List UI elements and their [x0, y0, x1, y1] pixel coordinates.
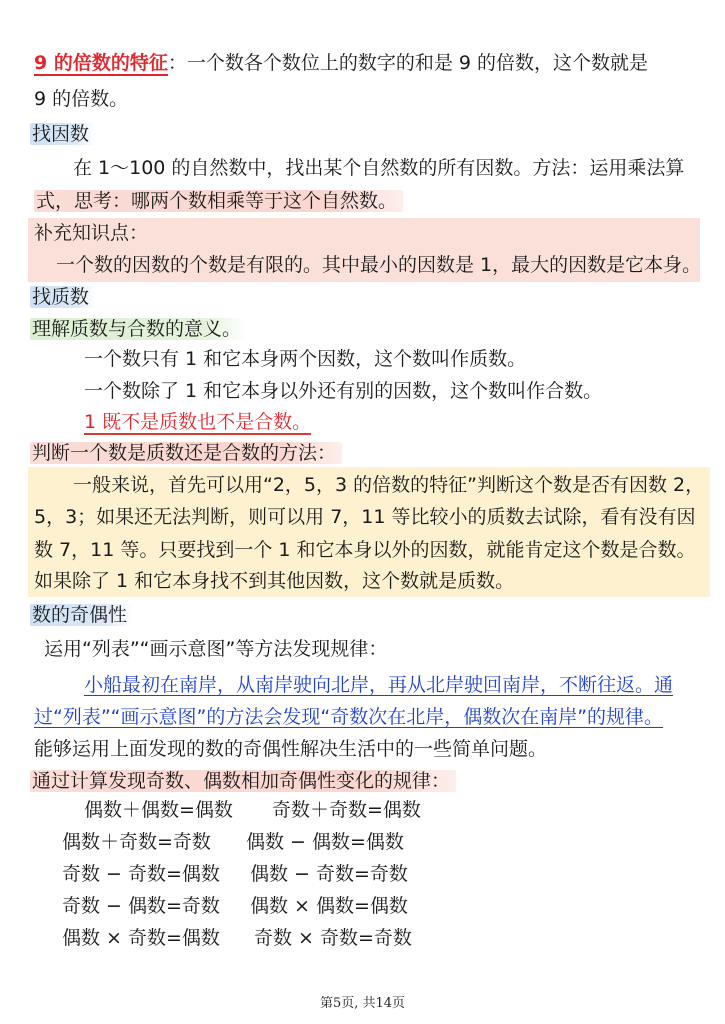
eq-even-times-odd: 偶数 × 奇数=偶数 [62, 927, 220, 949]
supplement-text: 一个数的因数的个数是有限的。其中最小的因数是 1，最大的因数是它本身。 [56, 254, 702, 276]
multiple-of-9-title: 9 的倍数的特征 [34, 52, 168, 74]
factor-paragraph-2: 式，思考：哪两个数相乘等于这个自然数。 [34, 186, 403, 216]
heading-supplement: 补充知识点： [34, 222, 149, 244]
one-neither-line: 1 既不是质数也不是合数。 [84, 411, 312, 433]
multiple-of-9-line-2: 9 的倍数。 [34, 88, 129, 110]
method-line-2: 5，3；如果还无法判断，则可以用 7，11 等比较小的质数去试除，看有没有因 [34, 506, 696, 528]
method-line-4: 如果除了 1 和它本身找不到其他因数，这个数就是质数。 [34, 570, 515, 592]
eq-even-minus-odd: 偶数 − 奇数=奇数 [250, 863, 408, 885]
eq-odd-minus-odd: 奇数 − 奇数=偶数 [62, 863, 220, 885]
factor-paragraph-1: 在 1～100 的自然数中，找出某个自然数的所有因数。方法：运用乘法算 [73, 157, 685, 179]
eq-odd-minus-even: 奇数 − 偶数=奇数 [62, 895, 220, 917]
parity-intro: 运用“列表”“画示意图”等方法发现规律： [44, 638, 388, 660]
eq-even-plus-even: 偶数＋偶数=偶数 [84, 799, 233, 821]
prime-definition: 一个数只有 1 和它本身两个因数，这个数叫作质数。 [84, 348, 527, 370]
multiple-of-9-text: ：一个数各个数位上的数字的和是 9 的倍数，这个数就是 [167, 52, 649, 74]
eq-odd-times-odd: 奇数 × 奇数=奇数 [254, 927, 412, 949]
heading-parity: 数的奇偶性 [30, 600, 133, 630]
heading-calc: 通过计算发现奇数、偶数相加奇偶性变化的规律： [30, 766, 456, 796]
boat-line-1: 小船最初在南岸，从南岸驶向北岸，再从北岸驶回南岸，不断往返。通 [84, 674, 674, 696]
parity-apply: 能够运用上面发现的数的奇偶性解决生活中的一些简单问题。 [34, 738, 548, 760]
eq-even-plus-odd: 偶数＋奇数=奇数 [62, 831, 211, 853]
page-footer: 第5页, 共14页 [319, 996, 406, 1011]
multiple-of-9-line [34, 48, 648, 78]
method-line-1: 一般来说，首先可以用“2，5，3 的倍数的特征”判断这个数是否有因数 2， [73, 474, 705, 496]
boat-line-2: 过“列表”“画示意图”的方法会发现“奇数次在北岸，偶数次在南岸”的规律。 [34, 706, 664, 728]
eq-even-minus-even: 偶数 − 偶数=偶数 [246, 831, 404, 853]
heading-meaning: 理解质数与合数的意义。 [30, 314, 247, 344]
composite-definition: 一个数除了 1 和它本身以外还有别的因数，这个数叫作合数。 [84, 380, 603, 402]
eq-even-times-even: 偶数 × 偶数=偶数 [250, 895, 408, 917]
heading-find-primes: 找质数 [30, 282, 95, 312]
method-line-3: 数 7，11 等。只要找到一个 1 和它本身以外的因数，就能肯定这个数是合数。 [34, 539, 696, 561]
heading-method: 判断一个数是质数还是合数的方法： [30, 438, 342, 468]
eq-odd-plus-odd: 奇数＋奇数=偶数 [272, 799, 421, 821]
heading-find-factors: 找因数 [30, 119, 95, 149]
